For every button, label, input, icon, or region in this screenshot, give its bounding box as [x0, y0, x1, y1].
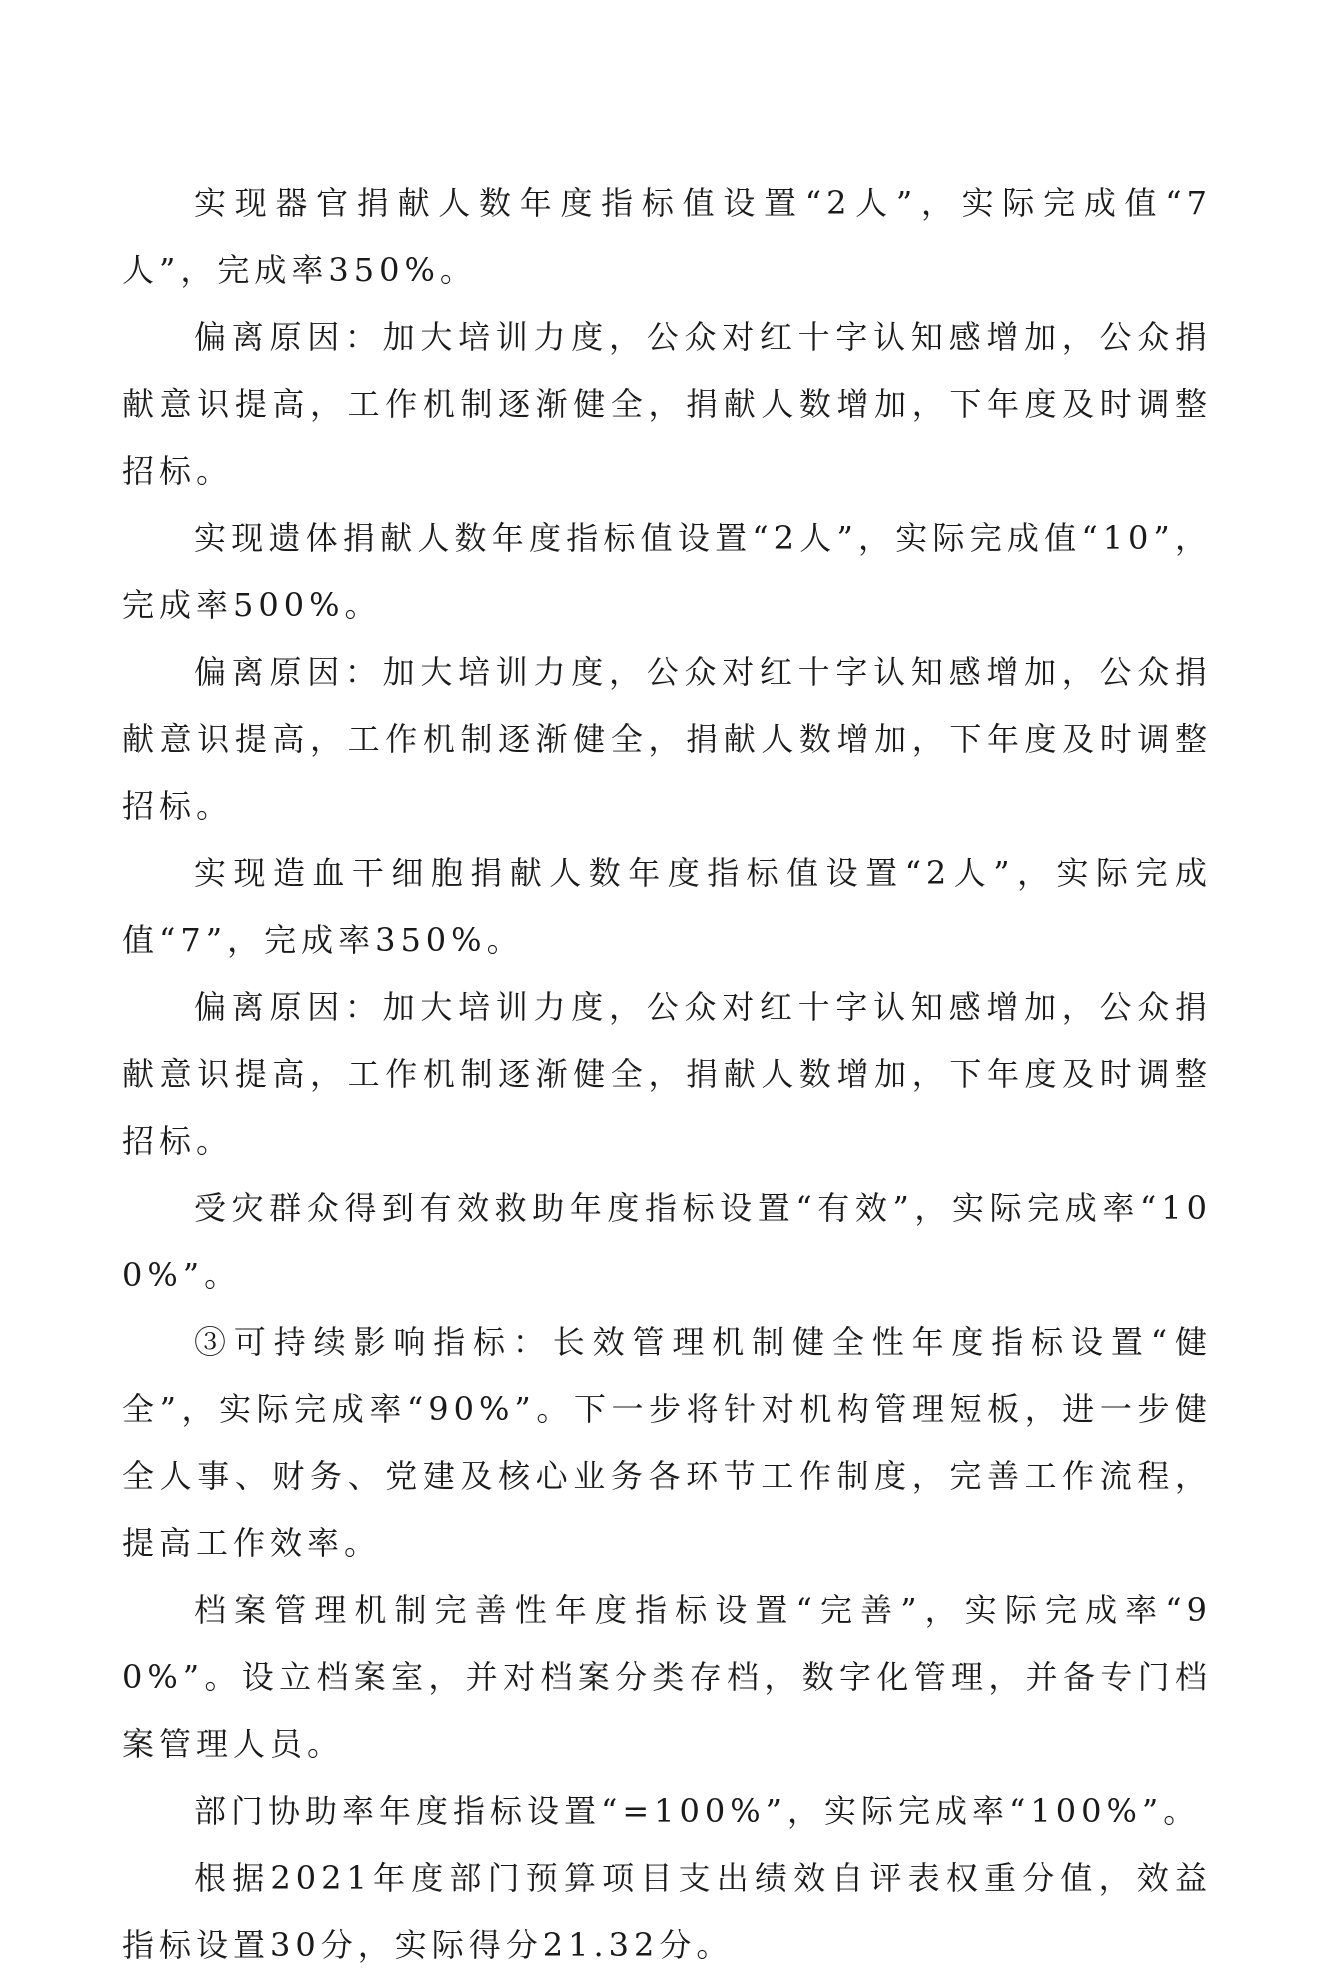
paragraph-deviation-reason: 偏离原因：加大培训力度，公众对红十字认知感增加，公众捐献意识提高，工作机制逐渐健全，捐献人数增加，下年度及时调整招标。	[122, 653, 1212, 825]
paragraph-organ-donation: 实现器官捐献人数年度指标值设置“2人”，实际完成值“7人”，完成率350%。	[122, 184, 1212, 289]
paragraph-score-summary: 根据2021年度部门预算项目支出绩效自评表权重分值，效益指标设置30分，实际得分21.32分。	[122, 1859, 1212, 1964]
paragraph-stem-cell-donation: 实现造血干细胞捐献人数年度指标值设置“2人”，实际完成值“7”，完成率350%。	[122, 854, 1212, 959]
paragraph-disaster-relief: 受灾群众得到有效救助年度指标设置“有效”，实际完成率“100%”。	[122, 1189, 1212, 1294]
paragraph-deviation-reason: 偏离原因：加大培训力度，公众对红十字认知感增加，公众捐献意识提高，工作机制逐渐健全，捐献人数增加，下年度及时调整招标。	[122, 318, 1212, 490]
paragraph-body-donation: 实现遗体捐献人数年度指标值设置“2人”，实际完成值“10”，完成率500%。	[122, 519, 1212, 624]
paragraph-archive-management: 档案管理机制完善性年度指标设置“完善”，实际完成率“90%”。设立档案室，并对档案分类存档，数字化管理，并备专门档案管理人员。	[122, 1591, 1212, 1763]
paragraph-department-assistance: 部门协助率年度指标设置“=100%”，实际完成率“100%”。	[194, 1792, 1201, 1830]
paragraph-deviation-reason: 偏离原因：加大培训力度，公众对红十字认知感增加，公众捐献意识提高，工作机制逐渐健全，捐献人数增加，下年度及时调整招标。	[122, 988, 1212, 1160]
document-body	[122, 170, 1212, 1979]
paragraph-sustainable-impact: ③可持续影响指标：长效管理机制健全性年度指标设置“健全”，实际完成率“90%”。下一步将针对机构管理短板，进一步健全人事、财务、党建及核心业务各环节工作制度，完善工作流程，提高工作效率。	[122, 1323, 1212, 1562]
